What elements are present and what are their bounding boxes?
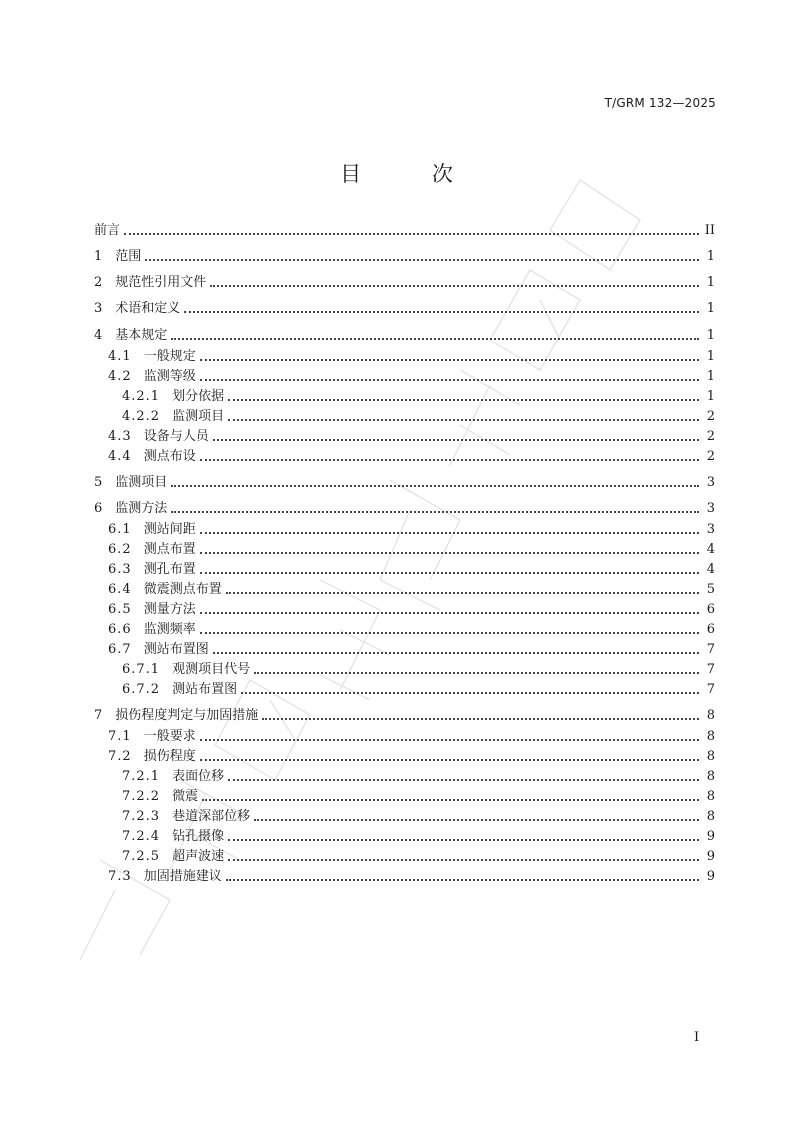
toc-entry-number: 6.7.1 (122, 662, 161, 677)
toc-dot-leader (184, 311, 699, 313)
toc-entry[interactable] (108, 727, 715, 745)
toc-entry-label: 测站布置图 (143, 642, 209, 657)
toc-entry-label: 测点布设 (143, 449, 196, 464)
toc-entry-label: 一般要求 (143, 729, 196, 744)
toc-entry-page: 1 (706, 369, 715, 384)
toc-entry-number: 4.3 (108, 429, 132, 444)
toc-dot-leader (200, 612, 699, 614)
toc-entry[interactable] (108, 447, 715, 465)
toc-entry-page: 4 (706, 542, 715, 557)
toc-entry-page: 2 (706, 429, 715, 444)
toc-entry-page: 7 (706, 662, 715, 677)
toc-entry[interactable] (108, 620, 715, 638)
page-title: 目 次 (340, 162, 485, 186)
toc-dot-leader (200, 632, 699, 634)
toc-dot-leader (228, 859, 699, 861)
toc-entry-label: 损伤程度判定与加固措施 (115, 708, 259, 723)
toc-entry-number: 7.1 (108, 729, 132, 744)
toc-dot-leader (262, 718, 699, 720)
toc-entry-page: 8 (706, 729, 715, 744)
toc-entry-number: 3 (94, 301, 104, 316)
toc-entry-label: 损伤程度 (143, 749, 196, 764)
toc-entry-page: 3 (706, 475, 715, 490)
page-number: I (694, 1030, 700, 1045)
toc-entry-number: 4.2.2 (122, 409, 161, 424)
toc-entry-number: 6 (94, 501, 104, 516)
toc-entry-number: 7.2.5 (122, 849, 161, 864)
toc-entry[interactable] (108, 367, 715, 385)
toc-entry-label: 钻孔摄像 (172, 829, 225, 844)
toc-dot-leader (171, 511, 699, 513)
toc-entry-number: 4.4 (108, 449, 132, 464)
toc-dot-leader (228, 399, 699, 401)
toc-entry-label: 微震测点布置 (143, 582, 222, 597)
toc-entry-label: 微震 (172, 789, 199, 804)
toc-entry-page: II (704, 223, 715, 238)
toc-entry-label: 超声波速 (172, 849, 225, 864)
toc-entry-page: 3 (706, 522, 715, 537)
toc-entry-number: 5 (94, 475, 104, 490)
toc-entry-page: 4 (706, 562, 715, 577)
toc-dot-leader (228, 839, 699, 841)
toc-entry-number: 7 (94, 708, 104, 723)
toc-entry-page: 1 (706, 249, 715, 264)
toc-entry[interactable] (122, 660, 715, 678)
toc-dot-leader (210, 285, 699, 287)
toc-entry-page: 7 (706, 682, 715, 697)
toc-dot-leader (213, 439, 699, 441)
document-code: T/GRM 132—2025 (604, 96, 716, 110)
toc-dot-leader (200, 359, 699, 361)
toc-entry-page: 1 (706, 301, 715, 316)
toc-entry[interactable] (108, 520, 715, 538)
toc-entry-label: 规范性引用文件 (115, 275, 207, 290)
toc-dot-leader (200, 552, 699, 554)
toc-entry-number: 7.2 (108, 749, 132, 764)
toc-entry-label: 巷道深部位移 (172, 809, 251, 824)
toc-entry-page: 3 (706, 501, 715, 516)
toc-dot-leader (241, 692, 699, 694)
toc-entry-label: 测站布置图 (172, 682, 238, 697)
toc-entry-number: 1 (94, 249, 104, 264)
toc-entry-page: 8 (706, 789, 715, 804)
toc-entry-page: 8 (706, 809, 715, 824)
toc-entry-label: 基本规定 (115, 328, 168, 343)
toc-dot-leader (145, 259, 699, 261)
toc-entry-label: 测量方法 (143, 602, 196, 617)
toc-entry-page: 2 (706, 449, 715, 464)
toc-entry-number: 4.2.1 (122, 389, 161, 404)
toc-entry[interactable] (122, 807, 715, 825)
toc-entry-number: 6.1 (108, 522, 132, 537)
toc-entry[interactable] (94, 221, 715, 239)
toc-entry[interactable] (108, 540, 715, 558)
toc-entry-page: 1 (706, 275, 715, 290)
toc-entry-page: 8 (706, 769, 715, 784)
toc-entry[interactable] (94, 247, 715, 265)
toc-entry-label: 监测项目 (115, 475, 168, 490)
toc-dot-leader (228, 779, 699, 781)
toc-entry-label: 测点布置 (143, 542, 196, 557)
toc-entry-number: 7.2.1 (122, 769, 161, 784)
toc-entry[interactable] (122, 407, 715, 425)
toc-entry-number: 2 (94, 275, 104, 290)
toc-entry-number: 4.2 (108, 369, 132, 384)
toc-entry-label: 加固措施建议 (143, 869, 222, 884)
toc-dot-leader (228, 419, 699, 421)
toc-entry-label: 表面位移 (172, 769, 225, 784)
toc-entry-page: 9 (706, 829, 715, 844)
toc-entry[interactable] (94, 706, 715, 724)
toc-entry-label: 监测频率 (143, 622, 196, 637)
toc-entry-number: 7.2.4 (122, 829, 161, 844)
toc-entry-label: 监测方法 (115, 501, 168, 516)
toc-entry-page: 6 (706, 622, 715, 637)
toc-entry-label: 划分依据 (172, 389, 225, 404)
toc-entry[interactable] (108, 427, 715, 445)
toc-entry[interactable] (108, 867, 715, 885)
toc-dot-leader (200, 532, 699, 534)
toc-entry-label: 前言 (94, 223, 121, 238)
toc-entry[interactable] (122, 827, 715, 845)
toc-entry-number: 6.4 (108, 582, 132, 597)
toc-dot-leader (254, 672, 699, 674)
toc-entry-page: 1 (706, 349, 715, 364)
toc-dot-leader (200, 739, 699, 741)
toc-dot-leader (202, 799, 699, 801)
toc-entry[interactable] (122, 767, 715, 785)
toc-entry[interactable] (108, 747, 715, 765)
toc-dot-leader (226, 592, 699, 594)
toc-entry[interactable] (94, 326, 715, 344)
toc-entry-number: 6.5 (108, 602, 132, 617)
toc-entry-page: 8 (706, 749, 715, 764)
toc-entry-page: 1 (706, 328, 715, 343)
toc-entry[interactable] (108, 640, 715, 658)
toc-entry[interactable] (108, 560, 715, 578)
toc-entry-page: 7 (706, 642, 715, 657)
toc-entry-label: 术语和定义 (115, 301, 181, 316)
toc-dot-leader (200, 379, 699, 381)
toc-entry[interactable] (94, 499, 715, 517)
toc-entry-number: 4.1 (108, 349, 132, 364)
toc-entry-page: 8 (706, 708, 715, 723)
toc-entry-label: 监测等级 (143, 369, 196, 384)
toc-entry-label: 设备与人员 (143, 429, 209, 444)
toc-entry-page: 6 (706, 602, 715, 617)
toc-dot-leader (213, 652, 699, 654)
toc-dot-leader (254, 819, 699, 821)
toc-entry-label: 一般规定 (143, 349, 196, 364)
toc-entry-page: 2 (706, 409, 715, 424)
toc-entry-page: 9 (706, 869, 715, 884)
toc-entry-number: 7.2.2 (122, 789, 161, 804)
toc-dot-leader (200, 572, 699, 574)
toc-dot-leader (171, 485, 699, 487)
toc-entry-page: 9 (706, 849, 715, 864)
toc-entry-number: 4 (94, 328, 104, 343)
toc-entry[interactable] (94, 473, 715, 491)
toc-dot-leader (200, 459, 699, 461)
toc-entry-label: 范围 (115, 249, 142, 264)
toc-entry-page: 1 (706, 389, 715, 404)
toc-entry-number: 6.7.2 (122, 682, 161, 697)
toc-entry-number: 7.2.3 (122, 809, 161, 824)
toc-entry-number: 6.6 (108, 622, 132, 637)
toc-entry[interactable] (122, 787, 715, 805)
toc-entry[interactable] (94, 273, 715, 291)
toc-entry-label: 监测项目 (172, 409, 225, 424)
toc-entry[interactable] (108, 347, 715, 365)
toc-entry-number: 6.3 (108, 562, 132, 577)
toc-dot-leader (226, 879, 699, 881)
toc-dot-leader (200, 759, 699, 761)
toc-entry-number: 6.7 (108, 642, 132, 657)
toc-entry[interactable] (122, 680, 715, 698)
toc-entry-page: 5 (706, 582, 715, 597)
toc-entry[interactable] (94, 299, 715, 317)
toc-entry[interactable] (108, 600, 715, 618)
toc-entry-label: 测孔布置 (143, 562, 196, 577)
toc-entry-number: 7.3 (108, 869, 132, 884)
toc-entry-label: 观测项目代号 (172, 662, 251, 677)
toc-entry-number: 6.2 (108, 542, 132, 557)
toc-entry-label: 测站间距 (143, 522, 196, 537)
toc-entry[interactable] (122, 387, 715, 405)
toc-dot-leader (124, 233, 699, 235)
toc-entry[interactable] (122, 847, 715, 865)
toc-dot-leader (171, 338, 699, 340)
toc-entry[interactable] (108, 580, 715, 598)
